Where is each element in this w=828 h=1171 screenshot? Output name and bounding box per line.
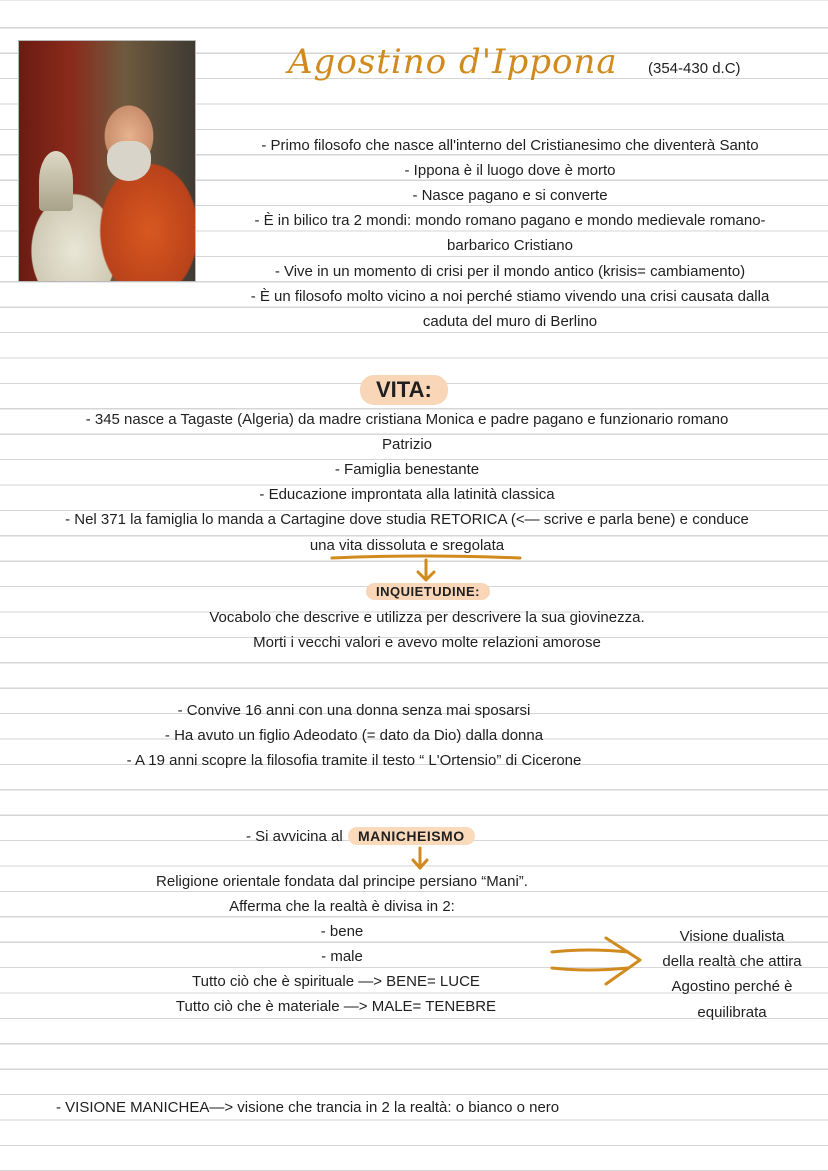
side-note-line: Agostino perché è bbox=[671, 978, 793, 995]
intro-line: - Ippona è il luogo dove è morto bbox=[404, 162, 616, 179]
manicheismo-prefix: - Si avvicina al bbox=[246, 828, 343, 845]
inquietudine-line: Morti i vecchi valori e avevo molte relazioni amorose bbox=[253, 634, 601, 651]
intro-line: - È un filosofo molto vicino a noi perché stiamo vivendo una crisi causata dalla bbox=[250, 288, 770, 305]
vita-line: - Nel 371 la famiglia lo manda a Cartagine dove studia RETORICA (<— scrive e parla bene) e conduce bbox=[65, 511, 749, 528]
manicheismo-line: - bene bbox=[320, 923, 364, 940]
intro-line: - Nasce pagano e si converte bbox=[412, 187, 608, 204]
side-note-line: equilibrata bbox=[697, 1004, 767, 1021]
vita-heading: VITA: bbox=[360, 375, 448, 405]
later-line: - Convive 16 anni con una donna senza mai sposarsi bbox=[177, 702, 531, 719]
beard-shape bbox=[107, 141, 151, 181]
manicheismo-line: Tutto ciò che è spirituale —> BENE= LUCE bbox=[192, 973, 480, 990]
intro-line: caduta del muro di Berlino bbox=[422, 313, 598, 330]
manicheismo-line: Afferma che la realtà è divisa in 2: bbox=[229, 898, 455, 915]
later-line: - A 19 anni scopre la filosofia tramite il testo “ L'Ortensio” di Cicerone bbox=[126, 752, 582, 769]
manicheismo-line: Tutto ciò che è materiale —> MALE= TENEBRE bbox=[175, 998, 497, 1015]
double-arrow-icon bbox=[548, 934, 648, 988]
page-title: Agostino d'Ippona bbox=[288, 42, 618, 82]
vita-line: - Educazione improntata alla latinità classica bbox=[259, 486, 555, 503]
vita-line: - 345 nasce a Tagaste (Algeria) da madre cristiana Monica e padre pagano e funzionario romano bbox=[85, 411, 729, 428]
mitre-shape bbox=[39, 151, 73, 211]
later-line: - Ha avuto un figlio Adeodato (= dato da Dio) dalla donna bbox=[164, 727, 544, 744]
portrait-image bbox=[18, 40, 196, 282]
visione-manichea-line: - VISIONE MANICHEA—> visione che trancia in 2 la realtà: o bianco o nero bbox=[56, 1099, 560, 1116]
manicheismo-keyword: MANICHEISMO bbox=[348, 827, 475, 845]
vita-line: Patrizio bbox=[381, 436, 433, 453]
intro-line: - È in bilico tra 2 mondi: mondo romano pagano e mondo medievale romano- bbox=[254, 212, 766, 229]
intro-line: - Primo filosofo che nasce all'interno del Cristianesimo che diventerà Santo bbox=[261, 137, 759, 154]
life-dates: (354-430 d.C) bbox=[648, 60, 741, 77]
inquietudine-heading: INQUIETUDINE: bbox=[366, 583, 490, 600]
intro-line: barbarico Cristiano bbox=[447, 237, 573, 254]
manicheismo-line: Religione orientale fondata dal principe persiano “Mani”. bbox=[156, 873, 528, 890]
vita-line: - Famiglia benestante bbox=[334, 461, 480, 478]
side-note-line: Visione dualista bbox=[679, 928, 785, 945]
vita-line: una vita dissoluta e sregolata bbox=[309, 537, 505, 554]
inquietudine-line: Vocabolo che descrive e utilizza per descrivere la sua giovinezza. bbox=[209, 609, 645, 626]
intro-line: - Vive in un momento di crisi per il mondo antico (krisis= cambiamento) bbox=[274, 263, 746, 280]
side-note-line: della realtà che attira bbox=[662, 953, 802, 970]
manicheismo-line: - male bbox=[321, 948, 363, 965]
arrow-down-icon bbox=[408, 846, 432, 872]
underline-arrow-icon bbox=[330, 552, 530, 586]
